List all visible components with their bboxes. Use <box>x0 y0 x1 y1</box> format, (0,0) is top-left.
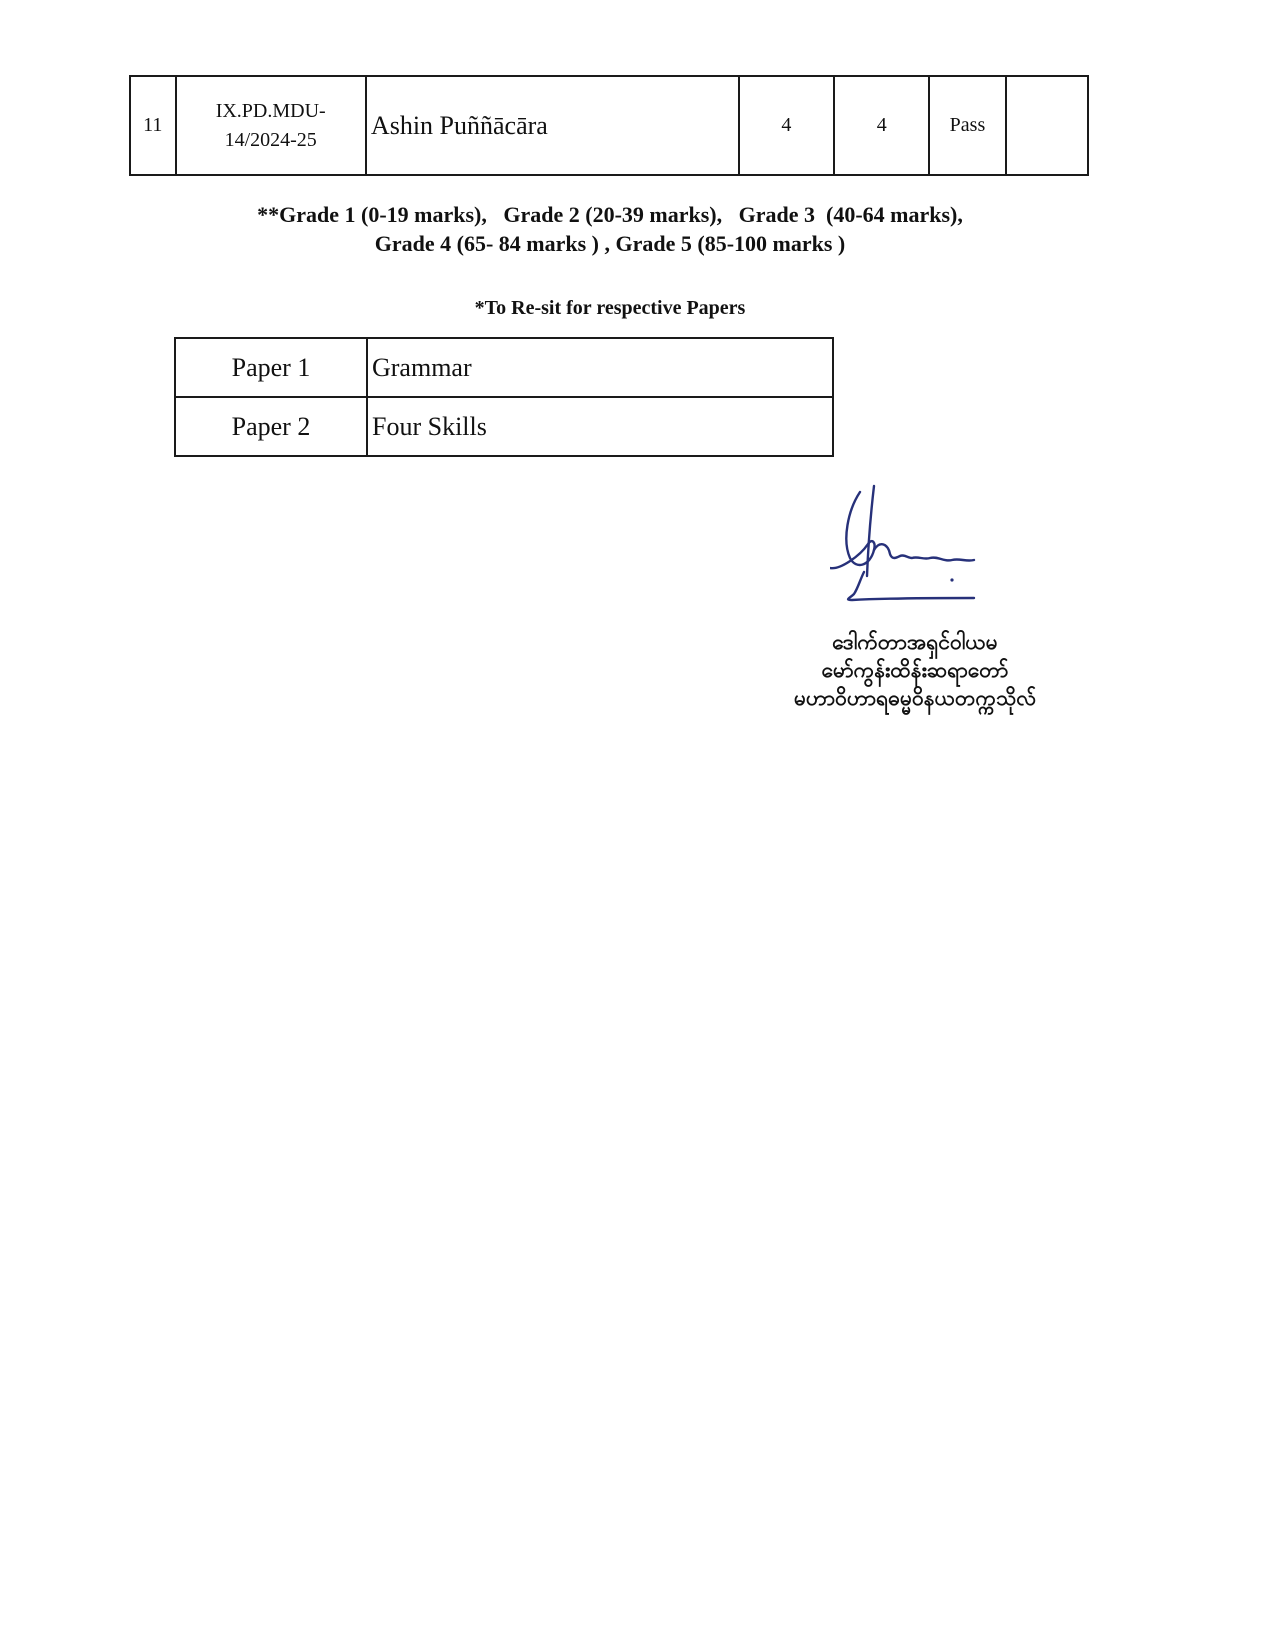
resit-title: *To Re-sit for respective Papers <box>474 297 746 319</box>
student-id-line-2: 14/2024-25 <box>224 128 317 151</box>
remark-cell <box>1006 76 1088 175</box>
paper-table <box>174 337 834 457</box>
paper-label: Paper 1 <box>175 338 367 397</box>
signatory-title: မော်ကွန်းထိန်းဆရာတော် <box>821 658 1009 682</box>
paper-1-grade: 4 <box>739 76 834 175</box>
student-id-line-1: IX.PD.MDU- <box>215 99 326 122</box>
paper-label: Paper 2 <box>175 397 367 456</box>
table-row <box>130 76 1088 175</box>
student-name: Ashin Puññācāra <box>366 76 739 175</box>
result-cell: Pass <box>929 76 1005 175</box>
signature-image <box>830 480 1000 615</box>
paper-name: Grammar <box>367 338 833 397</box>
signatory-institution: မဟာဝိဟာရဓမ္မဝိနယတက္ကသိုလ် <box>793 686 1037 710</box>
table-row <box>175 338 833 397</box>
row-number: 11 <box>130 76 176 175</box>
paper-2-grade: 4 <box>834 76 929 175</box>
result-table <box>129 75 1089 176</box>
paper-name: Four Skills <box>367 397 833 456</box>
student-id <box>176 76 366 175</box>
table-row <box>175 397 833 456</box>
signature-dot <box>950 578 953 581</box>
grade-legend-line-2: Grade 4 (65- 84 marks ) , Grade 5 (85-100 marks ) <box>374 231 846 256</box>
grade-legend-line-1: **Grade 1 (0-19 marks), Grade 2 (20-39 marks), Grade 3 (40-64 marks), <box>257 202 963 227</box>
signatory-name: ဒေါက်တာအရှင်ဝါယမ <box>832 630 998 654</box>
